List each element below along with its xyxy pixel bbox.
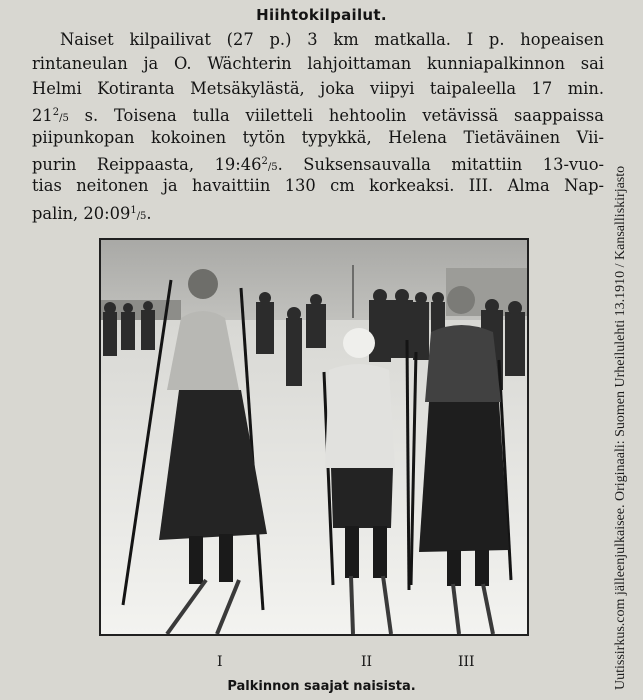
article-line: Helmi Kotiranta Metsäkylästä, joka viipyi taipaleella 17 min. — [32, 78, 604, 98]
skiers-photo — [99, 238, 529, 636]
article-line: piipunkopan kokoinen tytön typykkä, Helena Tietäväinen Vii- — [32, 127, 604, 147]
article-line — [32, 199, 604, 223]
article-text: . — [146, 203, 152, 223]
article-line: rintaneulan ja O. Wächterin lahjoittaman kunniapalkinnon sai — [32, 54, 604, 74]
article-text: s. Toisena tulla viiletteli hehtoolin vetävissä saappaissa — [68, 106, 604, 126]
article-line — [32, 101, 604, 125]
photo-label-first: I — [217, 654, 223, 670]
fraction-numerator: 1 — [130, 204, 137, 216]
photo-caption: Palkinnon saajat naisista. — [227, 679, 416, 694]
time-value: 21 — [32, 106, 53, 126]
article-text: palin, 20:09 — [32, 203, 131, 223]
fraction-denominator: /5 — [59, 113, 69, 125]
article-text: purin Reippaasta, 19:46 — [32, 154, 262, 174]
article-heading: Hiihtokilpailut. — [256, 6, 387, 24]
article-text: . Suksensauvalla mitattiin 13-vuo- — [277, 154, 605, 174]
fraction-denominator: /5 — [136, 210, 147, 222]
photo-label-second: II — [361, 654, 373, 670]
fraction-denominator: /5 — [267, 161, 278, 173]
photo-label-third: III — [458, 654, 475, 670]
article-line: tias neitonen ja havaittiin 130 cm korkeaksi. III. Alma Nap- — [32, 176, 604, 196]
source-credit: Uutissirkus.com jälleenjulkaisee. Originaali: Suomen Urheilulehti 13.1910 / Kansalliskirjasto — [613, 165, 628, 690]
fraction-numerator: 2 — [52, 107, 60, 119]
fraction-numerator: 2 — [261, 155, 268, 167]
article-line: Naiset kilpailivat (27 p.) 3 km matkalla. I p. hopeaisen — [60, 30, 604, 49]
article-body — [32, 28, 604, 223]
article-line — [32, 150, 604, 174]
